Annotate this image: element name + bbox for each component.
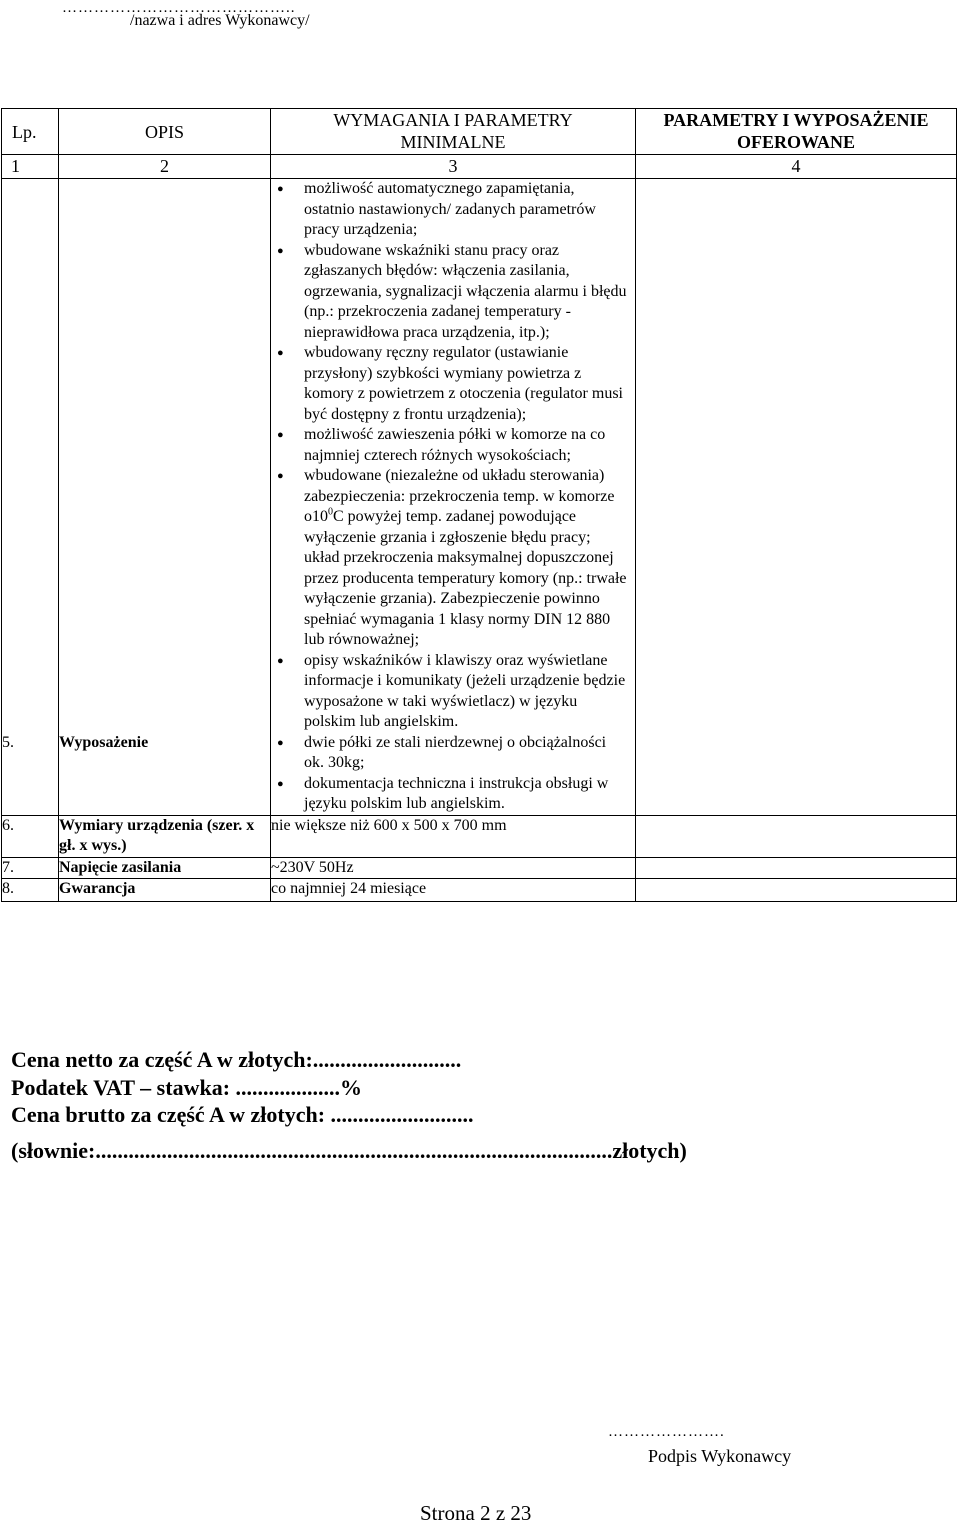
totals-block [11,1046,474,1129]
contractor-dots: …………………………………….. [62,0,296,16]
list-item: ● dwie półki ze stali nierdzewnej o obciążalności ok. 30kg; [304,733,629,774]
table-header-row [2,109,957,155]
offered-cell [636,815,957,857]
row-label: Gwarancja [59,879,271,902]
gross-price-line: Cena brutto za część A w złotych: .......................... [11,1102,474,1127]
table-row [2,815,957,857]
offered-cell [636,857,957,879]
protection-superscript: 0 [328,506,333,518]
list-item: ● dokumentacja techniczna i instrukcja obsługi w języku polskim lub angielskim. [304,774,629,815]
offered-cell [636,179,957,733]
page-number: Strona 2 z 23 [420,1501,532,1525]
protection-text-2: C powyżej temp. zadanej powodujące wyłączenie grzania i zgłoszenie błędu pracy; układ przekroczenia maksymalnej dopuszczonej przez producenta temperatury komory (np.: trwałe wyłączenie grzania). Zabezpieczenie powinno spełniać wymagania 1 klasy normy DIN 12 880 lub równoważnej; [304,508,627,648]
protection-text-1: wbudowane (niezależne od układu sterowania) zabezpieczenia: przekroczenia temp. w komorze o10 [304,467,615,525]
opis-cell [59,179,271,733]
header-requirements [271,109,636,155]
list-item: ● możliwość automatycznego zapamiętania, ostatnio nastawionych/ zadanych parametrów pracy urządzenia; [304,179,629,241]
row-number: 5. [2,733,59,816]
table-row [2,879,957,902]
header-offered-line1: PARAMETRY I WYPOSAŻENIE [663,110,929,130]
header-offered-line2: OFEROWANE [736,132,855,152]
requirements-cell [271,179,636,733]
header-opis: OPIS [59,109,271,155]
list-item: ● wbudowany ręczny regulator (ustawianie przysłony) szybkości wymiany powietrza z komory z powietrzem z otoczenia (regulator musi być dostępny z frontu urządzenia); [304,343,629,425]
table-row [2,733,957,816]
net-price-line: Cena netto za część A w złotych:........................... [11,1047,462,1072]
row-label: Napięcie zasilania [59,857,271,879]
header-lp: Lp. [2,109,59,155]
row-label: Wymiary urządzenia (szer. x gł. x wys.) [59,815,271,857]
lp-cell [2,179,59,733]
header-requirements-line2: MINIMALNE [400,132,506,152]
amount-in-words-line: (słownie:..............................................................................................złotych) [11,1138,687,1163]
list-item [304,466,629,651]
table-row [2,857,957,879]
requirements-cell: nie większe niż 600 x 500 x 700 mm [271,815,636,857]
vat-rate-line: Podatek VAT – stawka: ...................% [11,1074,363,1100]
requirements-list [271,733,635,815]
row-number: 6. [2,815,59,857]
column-number: 1 [2,155,59,179]
row-number: 7. [2,857,59,879]
signature-dots: …………………. [608,1424,725,1440]
column-number: 2 [59,155,271,179]
list-item: ● możliwość zawieszenia półki w komorze na co najmniej czterech różnych wysokościach; [304,425,629,466]
header-offered [636,109,957,155]
header-requirements-line1: WYMAGANIA I PARAMETRY [333,110,573,130]
requirements-cell: co najmniej 24 miesiące [271,879,636,902]
row-number: 8. [2,879,59,902]
column-number: 3 [271,155,636,179]
requirements-cell [271,733,636,816]
signature-label: Podpis Wykonawcy [648,1446,792,1466]
specification-table [1,108,957,902]
requirements-cell: ~230V 50Hz [271,857,636,879]
offered-cell [636,879,957,902]
list-item: ● opisy wskaźników i klawiszy oraz wyświetlane informacje i komunikaty (jeżeli urządzenie będzie wyposażone w taki wyświetlacz) w języku polskim lub angielskim. [304,651,629,733]
offered-cell [636,733,957,816]
column-numbers-row [2,155,957,179]
requirements-list [271,179,635,733]
table-row [2,179,957,733]
column-number: 4 [636,155,957,179]
row-label: Wyposażenie [59,733,271,816]
contractor-label: /nazwa i adres Wykonawcy/ [130,12,310,29]
list-item: ● wbudowane wskaźniki stanu pracy oraz zgłaszanych błędów: włączenia zasilania, ogrzewania, sygnalizacji włączenia alarmu i błędu (np.: przekroczenia zadanej temperatury - nieprawidłowa praca urządzenia, itp.); [304,241,629,344]
